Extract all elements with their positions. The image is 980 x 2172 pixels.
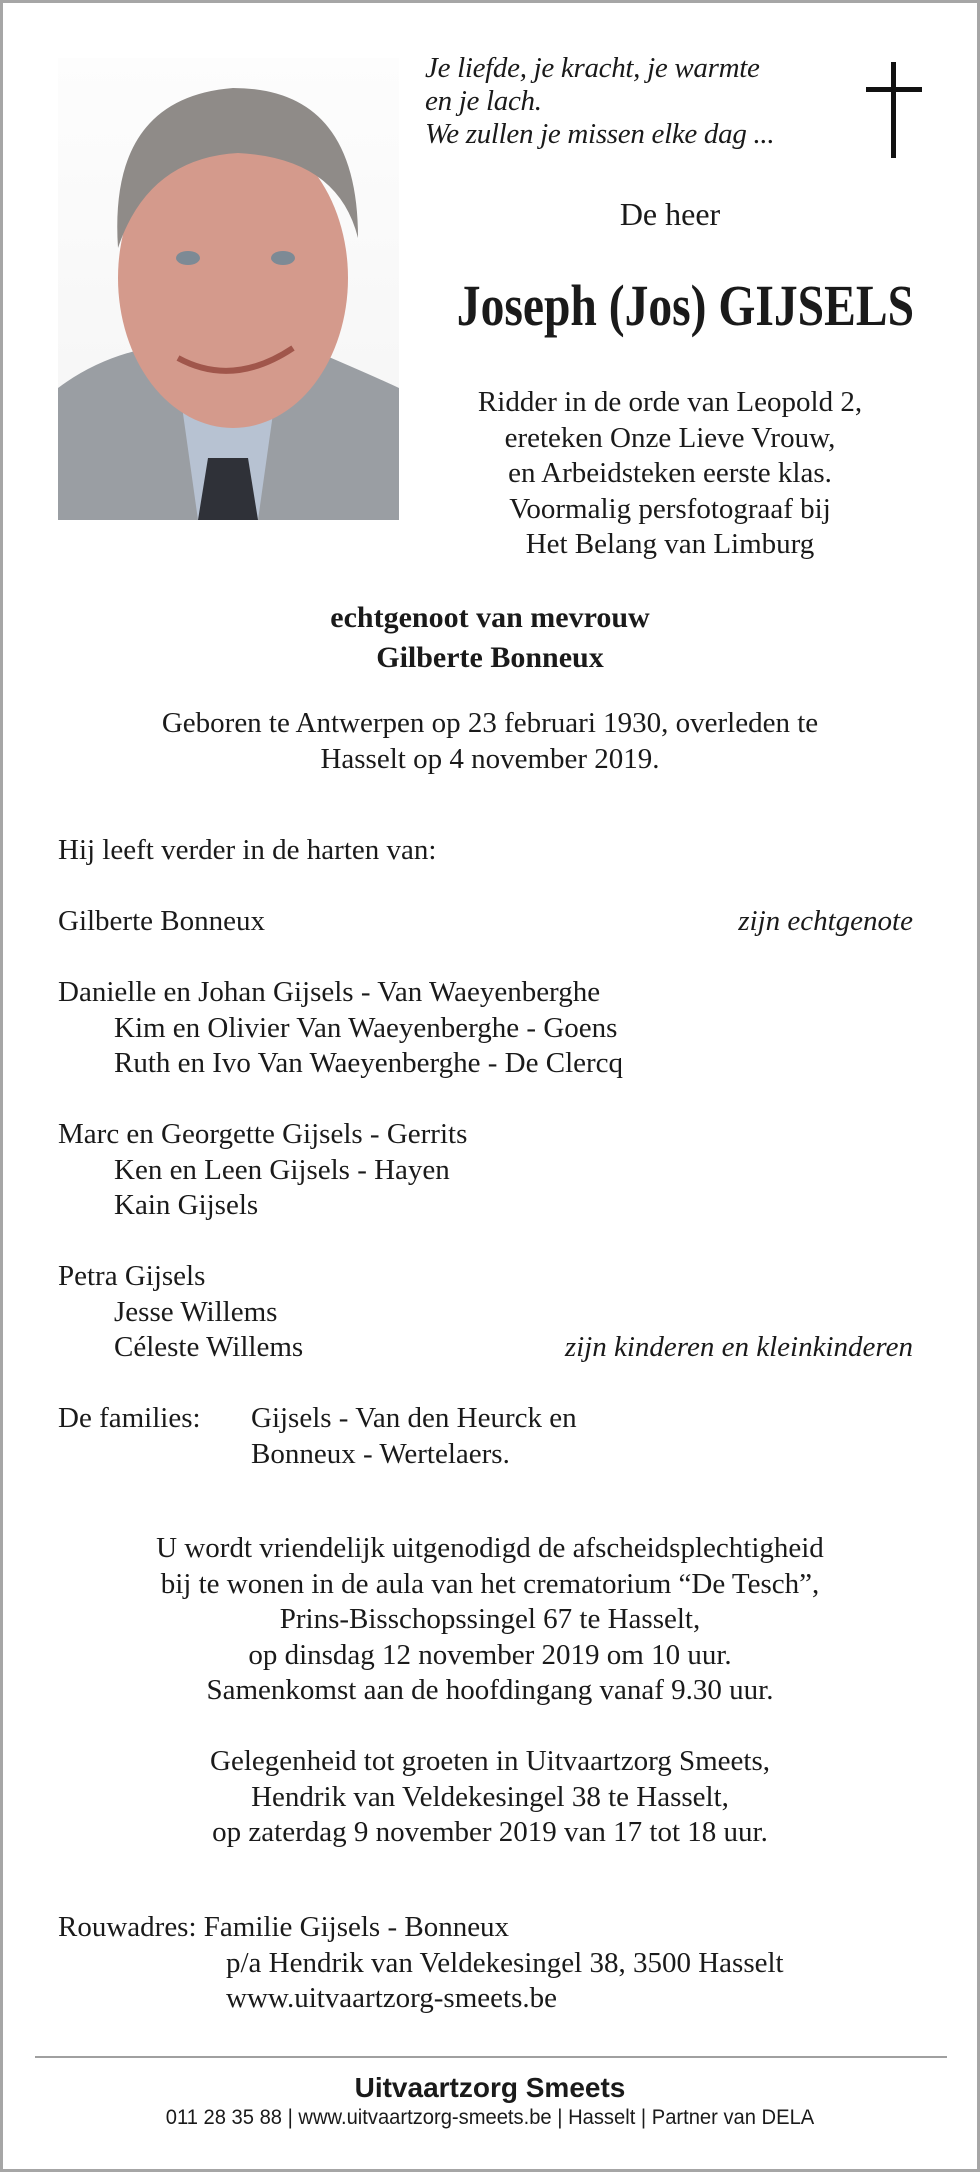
de-families-cont bbox=[58, 1437, 913, 1473]
poem bbox=[425, 52, 774, 151]
born-line: Geboren te Antwerpen op 23 februari 1930, overleden te bbox=[161, 707, 819, 739]
list-item: Kim en Olivier Van Waeyenberghe - Goens bbox=[114, 1011, 618, 1044]
honor-line: Ridder in de orde van Leopold 2, bbox=[477, 386, 863, 418]
honor-line: ereteken Onze Lieve Vrouw, bbox=[504, 421, 836, 454]
portrait-photo bbox=[58, 58, 399, 520]
address-line: Familie Gijsels - Bonneux bbox=[203, 1911, 510, 1943]
visitation-line: Gelegenheid tot groeten in Uitvaartzorg Smeets, bbox=[210, 1745, 770, 1777]
address-line: p/a Hendrik van Veldekesingel 38, 3500 Hasselt bbox=[226, 1946, 784, 1979]
list-item: Ken en Leen Gijsels - Hayen bbox=[114, 1153, 450, 1186]
cross-icon bbox=[866, 62, 922, 158]
ceremony-info bbox=[40, 1531, 940, 1709]
spouse-heading bbox=[40, 598, 940, 678]
ceremony-line: U wordt vriendelijk uitgenodigd de afscheidsplechtigheid bbox=[156, 1532, 824, 1564]
families-label: De families: bbox=[58, 1402, 201, 1434]
spouse-line: echtgenoot van mevrouw bbox=[330, 601, 650, 634]
address-website[interactable]: www.uitvaartzorg-smeets.be bbox=[226, 1982, 557, 2014]
poem-line: en je lach. bbox=[425, 85, 542, 117]
footer-divider bbox=[35, 2056, 947, 2058]
deceased-name: Joseph (Jos) GIJSELS bbox=[456, 273, 915, 338]
de-families bbox=[58, 1401, 913, 1437]
address-label: Rouwadres: bbox=[58, 1911, 197, 1943]
honor-line: Het Belang van Limburg bbox=[525, 528, 815, 560]
survivor-name: Céleste Willems bbox=[114, 1331, 304, 1363]
birth-death bbox=[40, 705, 940, 777]
list-item: Marc en Georgette Gijsels - Gerrits bbox=[58, 1118, 468, 1150]
funeral-home-name: Uitvaartzorg Smeets bbox=[354, 2072, 626, 2103]
list-item: Danielle en Johan Gijsels - Van Waeyenberghe bbox=[58, 976, 601, 1008]
ceremony-line: bij te wonen in de aula van het crematorium “De Tesch”, bbox=[160, 1567, 820, 1600]
visitation-info bbox=[40, 1744, 940, 1851]
relation-label: zijn kinderen en kleinkinderen bbox=[564, 1331, 913, 1363]
visitation-line: op zaterdag 9 november 2019 van 17 tot 18 uur. bbox=[212, 1816, 768, 1848]
list-item: Petra Gijsels bbox=[58, 1260, 206, 1292]
honors bbox=[410, 385, 930, 563]
family-line: Gijsels - Van den Heurck en bbox=[251, 1402, 577, 1434]
relation-label: zijn echtgenote bbox=[738, 905, 913, 937]
poem-line: Je liefde, je kracht, je warmte bbox=[425, 52, 760, 84]
survivors bbox=[58, 833, 913, 1472]
list-item bbox=[58, 1330, 913, 1366]
family-line: Bonneux - Wertelaers. bbox=[251, 1437, 510, 1470]
list-item: Kain Gijsels bbox=[114, 1189, 259, 1221]
spouse-line: Gilberte Bonneux bbox=[376, 641, 604, 674]
list-item bbox=[58, 904, 913, 940]
list-item: Ruth en Ivo Van Waeyenberghe - De Clercq bbox=[114, 1047, 624, 1079]
list-item: Jesse Willems bbox=[114, 1295, 278, 1328]
salutation: De heer bbox=[619, 196, 721, 232]
survivors-intro: Hij leeft verder in de harten van: bbox=[58, 834, 437, 866]
funeral-home-contact: 011 28 35 88 | www.uitvaartzorg-smeets.be | Hasselt | Partner van DELA bbox=[165, 2106, 815, 2129]
born-line: Hasselt op 4 november 2019. bbox=[320, 743, 660, 775]
mourning-address bbox=[58, 1910, 913, 2017]
visitation-line: Hendrik van Veldekesingel 38 te Hasselt, bbox=[251, 1780, 729, 1813]
ceremony-line: Samenkomst aan de hoofdingang vanaf 9.30 uur. bbox=[206, 1674, 774, 1706]
honor-line: Voormalig persfotograaf bij bbox=[509, 492, 831, 525]
honor-line: en Arbeidsteken eerste klas. bbox=[508, 457, 832, 489]
poem-line: We zullen je missen elke dag ... bbox=[425, 118, 775, 150]
survivor-name: Gilberte Bonneux bbox=[58, 905, 265, 937]
ceremony-line: Prins-Bisschopssingel 67 te Hasselt, bbox=[279, 1603, 701, 1635]
ceremony-line: op dinsdag 12 november 2019 om 10 uur. bbox=[248, 1638, 732, 1671]
